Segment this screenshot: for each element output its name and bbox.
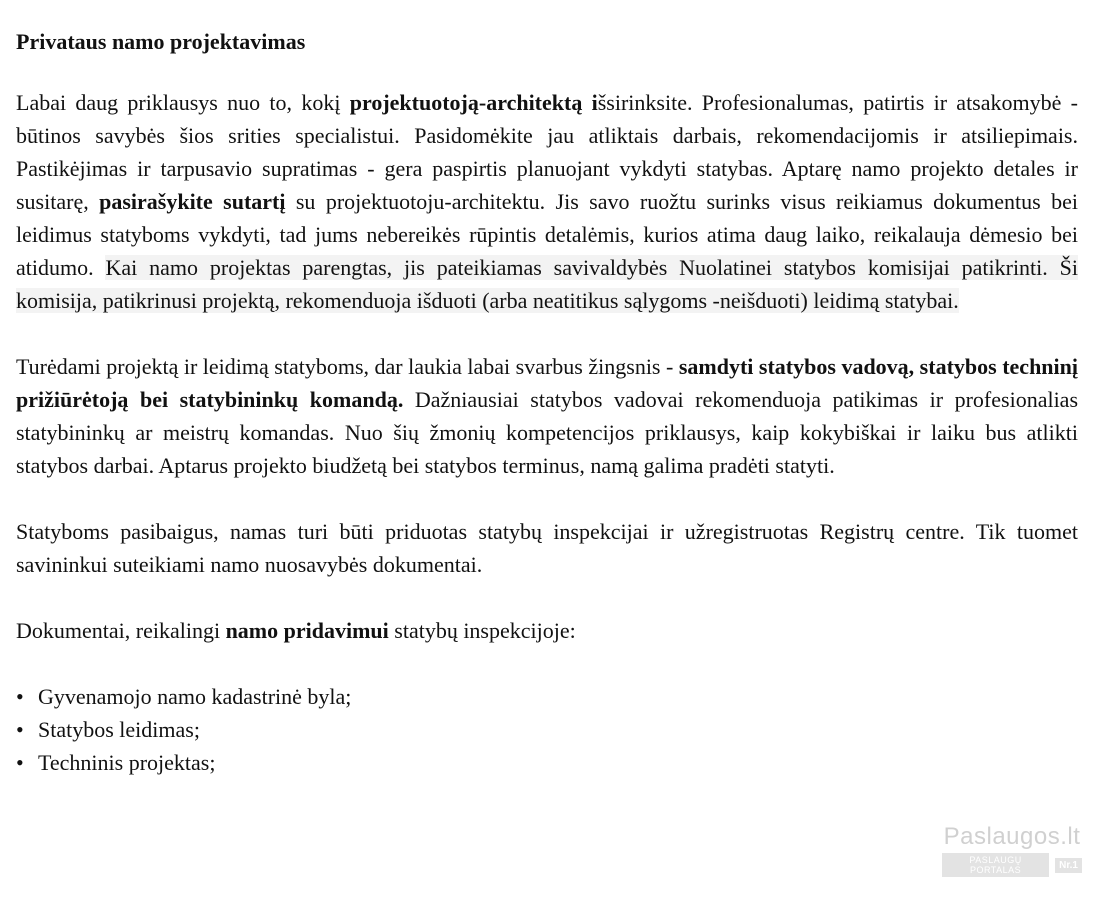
text-run: su projektuotoju-architektu. Jis savo ruožtu surinks visus reikiamus dokumentus bei leidimus statyboms vykdyti, tad jums nebereikės rūpintis detalėmis, kurios atima daug laiko, reikalauja dėmesio bei atidumo.: [16, 189, 1078, 280]
text-run: statybų inspekcijoje:: [388, 618, 576, 643]
watermark-badge: Nr.1: [1055, 858, 1082, 873]
bold-run: namo pridavimui: [225, 618, 389, 643]
paragraph-inspection: [16, 515, 1078, 581]
bold-run: samdyti statybos vadovą, statybos techninį prižiūrėtoją bei statybininkų komandą.: [16, 354, 1078, 412]
list-item: • Gyvenamojo namo kadastrinė byla;: [16, 680, 1078, 713]
watermark-brand: Paslaugos.lt: [943, 823, 1081, 850]
text-run: Labai daug priklausys nuo to, kokį: [16, 90, 350, 115]
documents-list: [16, 680, 1078, 779]
watermark-tagline: PASLAUGŲ PORTALAS: [942, 853, 1049, 877]
watermark-subline: [942, 853, 1082, 877]
text-run: Dokumentai, reikalingi: [16, 618, 226, 643]
bold-run: pasirašykite sutartį: [99, 189, 286, 214]
highlighted-text-run: Kai namo projektas parengtas, jis pateikiamas savivaldybės Nuolatinei statybos komisijai patikrinti. Ši komisija, patikrinusi projektą, rekomenduoja išduoti (arba neatitikus sąlygoms -neišduoti) leidimą statybai.: [16, 255, 1078, 313]
text-run: Statyboms pasibaigus, namas turi būti priduotas statybų inspekcijai ir užregistruotas Registrų centre. Tik tuomet savininkui suteikiami namo nuosavybės dokumentai.: [16, 519, 1078, 577]
text-run: Dažniausiai statybos vadovai rekomenduoja patikimas ir profesionalias statybininkų ar meistrų komandas. Nuo šių žmonių kompetencijos priklausys, kaip kokybiškai ir laiku bus atlikti statybos darbai. Aptarus projekto biudžetą bei statybos terminus, namą galima pradėti statyti.: [16, 387, 1079, 478]
paragraph-documents-intro: [16, 614, 1078, 647]
paragraph-architect: [16, 86, 1078, 317]
paragraph-construction-team: [16, 350, 1078, 482]
text-run: Turėdami projektą ir leidimą statyboms, dar laukia labai svarbus žingsnis -: [16, 354, 679, 379]
list-item: • Techninis projektas;: [16, 746, 1078, 779]
document-title: Privataus namo projektavimas: [16, 29, 306, 54]
watermark-logo: [942, 824, 1082, 877]
bold-run: projektuotoją-architektą i: [349, 90, 598, 115]
document: [16, 26, 1078, 779]
text-run: šsirinksite. Profesionalumas, patirtis ir atsakomybė - būtinos savybės šios srities specialistui. Pasidomėkite jau atliktais darbais, rekomendacijomis ir atsiliepimais. Pastikėjimas ir tarpusavio supratimas - gera paspirtis planuojant vykdyti statybas. Aptarę namo projekto detales ir susitarę,: [16, 90, 1079, 214]
list-item: • Statybos leidimas;: [16, 713, 1078, 746]
